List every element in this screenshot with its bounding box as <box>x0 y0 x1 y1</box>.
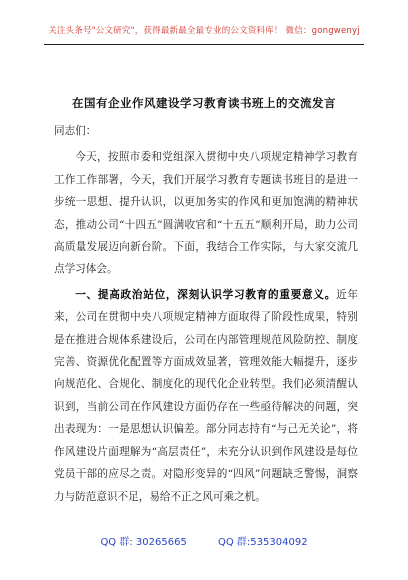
paragraph-section-1 <box>54 284 358 508</box>
section-1-heading: 一、提高政治站位，深刻认识学习教育的重要意义。 <box>75 288 337 301</box>
paragraph-intro <box>54 146 358 280</box>
document-body <box>54 120 358 508</box>
header-banner: 关注头条号"公文研究"，获得最新最全最专业的公文资料库！ 微信：gongwenyj <box>48 26 360 36</box>
salutation: 同志们： <box>54 125 97 137</box>
header-rule <box>44 44 364 45</box>
section-1-text: 近年来，公司在贯彻中央八项规定精神方面取得了阶段性成果，特别是在推进合规体系建设后，公司在内部管理规范风险防控、制度完善、资源优化配置等方面成效显著，管理效能大幅提升，逐步向规范化、合规化、制度化的现代化企业转型。我们必须清醒认识到，当前公司在作风建设方面仍存在一些亟待解决的问题，突出表现为：一是思想认识偏差。部分同志持有“与己无关论”，将作风建设片面理解为“高层责任”，未充分认识到作风建设是每位党员干部的应尽之责。对隐形变异的“四风”问题缺乏警惕，洞察力与防范意识不足，易给不正之风可乘之机。 <box>54 288 358 503</box>
footer-qq-group-1: QQ 群: 30265665 <box>100 537 187 548</box>
paragraph-intro-text: 今天，按照市委和党组深入贯彻中央八项规定精神学习教育工作工作部署，今天，我们开展学习教育专题读书班目的是进一步统一思想、提升认识，以更加务实的作风和更加饱满的精神状态，推动公司“十四五”圆满收官和“十五五”顺利开局，助力公司高质量发展迈向新台阶。下面，我结合工作实际，与大家交流几点学习体会。 <box>54 151 358 276</box>
footer-qq-group-2: QQ 群:535304092 <box>218 537 308 548</box>
document-title: 在国有企业作风建设学习教育读书班上的交流发言 <box>72 96 336 110</box>
footer-qq-groups <box>0 533 408 548</box>
